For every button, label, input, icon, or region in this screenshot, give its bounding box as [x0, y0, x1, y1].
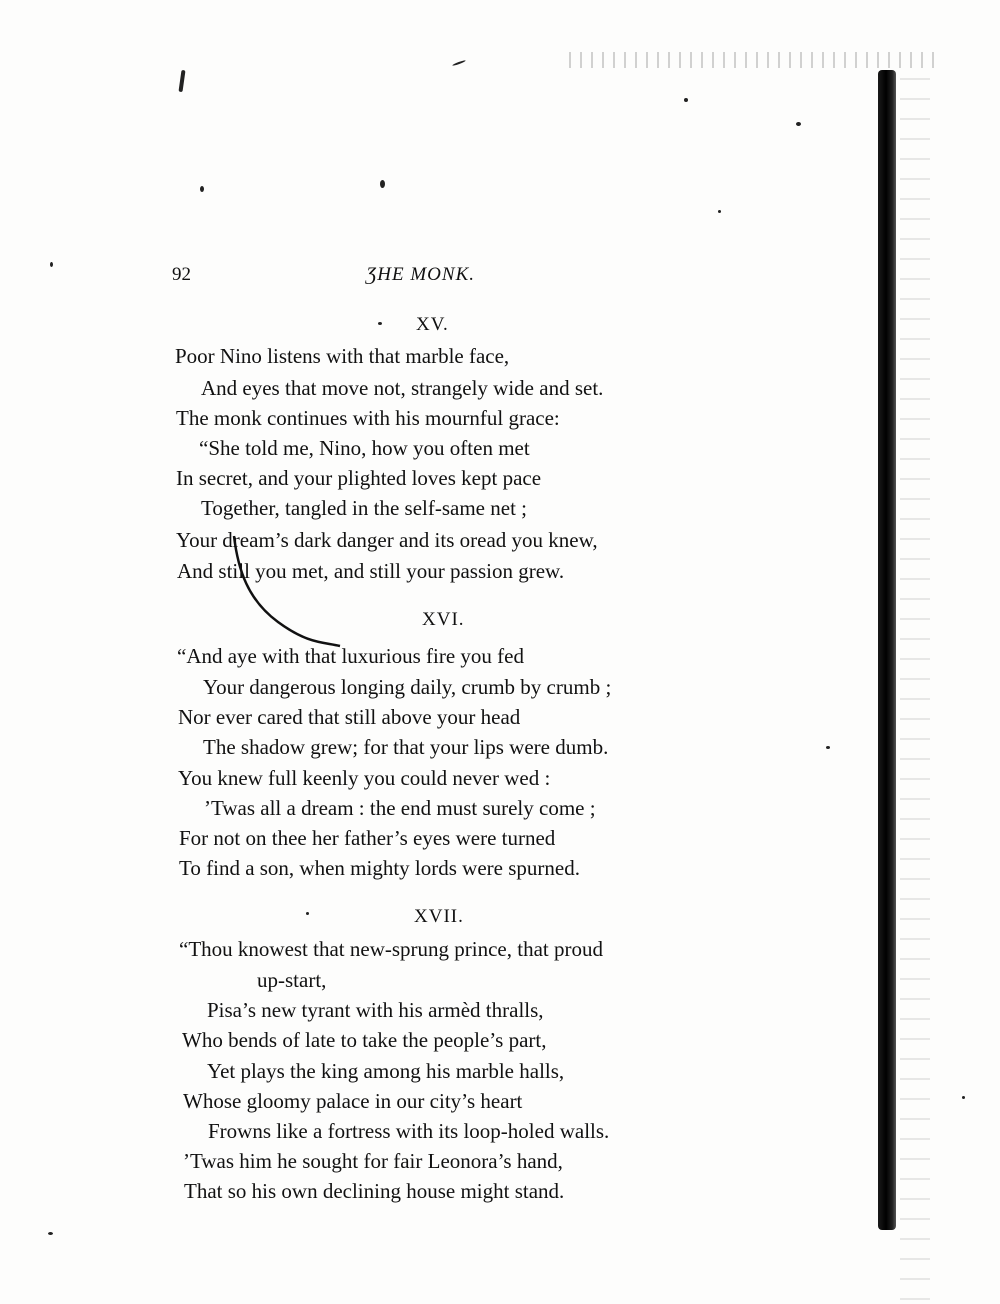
scan-speck — [48, 1232, 53, 1235]
poem-line: ’Twas all a dream : the end must surely come ; — [204, 796, 596, 820]
poem-line: Whose gloomy palace in our city’s heart — [183, 1089, 523, 1113]
binding-edge — [900, 60, 930, 1300]
scan-speck — [452, 60, 466, 67]
running-head — [172, 264, 732, 294]
poem-line: Nor ever cared that still above your head — [178, 705, 521, 729]
poem-line: up-start, — [257, 968, 327, 992]
binding-shadow — [878, 70, 896, 1230]
scan-speck — [796, 122, 801, 126]
scan-speck — [378, 322, 382, 325]
poem-line: “Thou knowest that new-sprung prince, that proud — [179, 937, 603, 961]
poem-line: Pisa’s new tyrant with his armèd thralls, — [207, 998, 544, 1022]
scan-speck — [962, 1096, 965, 1099]
poem-line: “She told me, Nino, how you often met — [199, 436, 530, 460]
poem-line: You knew full keenly you could never wed : — [178, 766, 551, 790]
scan-speckle — [560, 52, 940, 68]
page-title: ƷHE MONK. — [366, 264, 475, 285]
poem-line: The monk continues with his mournful grace: — [176, 406, 560, 430]
poem-line: Yet plays the king among his marble halls, — [207, 1059, 565, 1083]
stanza-numeral: XVII. — [414, 906, 464, 927]
poem-line: In secret, and your plighted loves kept pace — [176, 466, 542, 490]
poem-line: Who bends of late to take the people’s part, — [182, 1028, 547, 1052]
poem-line: Frowns like a fortress with its loop-holed walls. — [208, 1119, 610, 1143]
poem-line: And eyes that move not, strangely wide and set. — [201, 376, 604, 400]
poem-line: To find a son, when mighty lords were spurned. — [179, 856, 580, 880]
scan-speck — [826, 746, 830, 749]
scan-speck — [380, 180, 385, 188]
scan-speck — [306, 912, 309, 915]
poem-line: Your dream’s dark danger and its oread you knew, — [176, 528, 598, 552]
stanza-numeral: XV. — [416, 314, 449, 335]
page-number: 92 — [172, 264, 191, 285]
stanza-numeral: XVI. — [422, 609, 465, 630]
poem-line: For not on thee her father’s eyes were turned — [179, 826, 556, 850]
scan-speck — [718, 210, 721, 213]
poem-line: Poor Nino listens with that marble face, — [175, 344, 510, 368]
poem-line: ’Twas him he sought for fair Leonora’s hand, — [183, 1149, 563, 1173]
poem-line: Together, tangled in the self-same net ; — [201, 496, 527, 520]
poem-line: And still you met, and still your passion grew. — [177, 559, 565, 583]
poem-line: The shadow grew; for that your lips were dumb. — [203, 735, 609, 759]
scan-speck — [178, 70, 185, 92]
scan-speck — [684, 98, 688, 102]
scan-speck — [200, 186, 204, 192]
poem-line: “And aye with that luxurious fire you fed — [177, 644, 524, 668]
poem-line: Your dangerous longing daily, crumb by crumb ; — [203, 675, 612, 699]
scan-speck — [50, 262, 53, 267]
poem-line: That so his own declining house might stand. — [184, 1179, 565, 1203]
